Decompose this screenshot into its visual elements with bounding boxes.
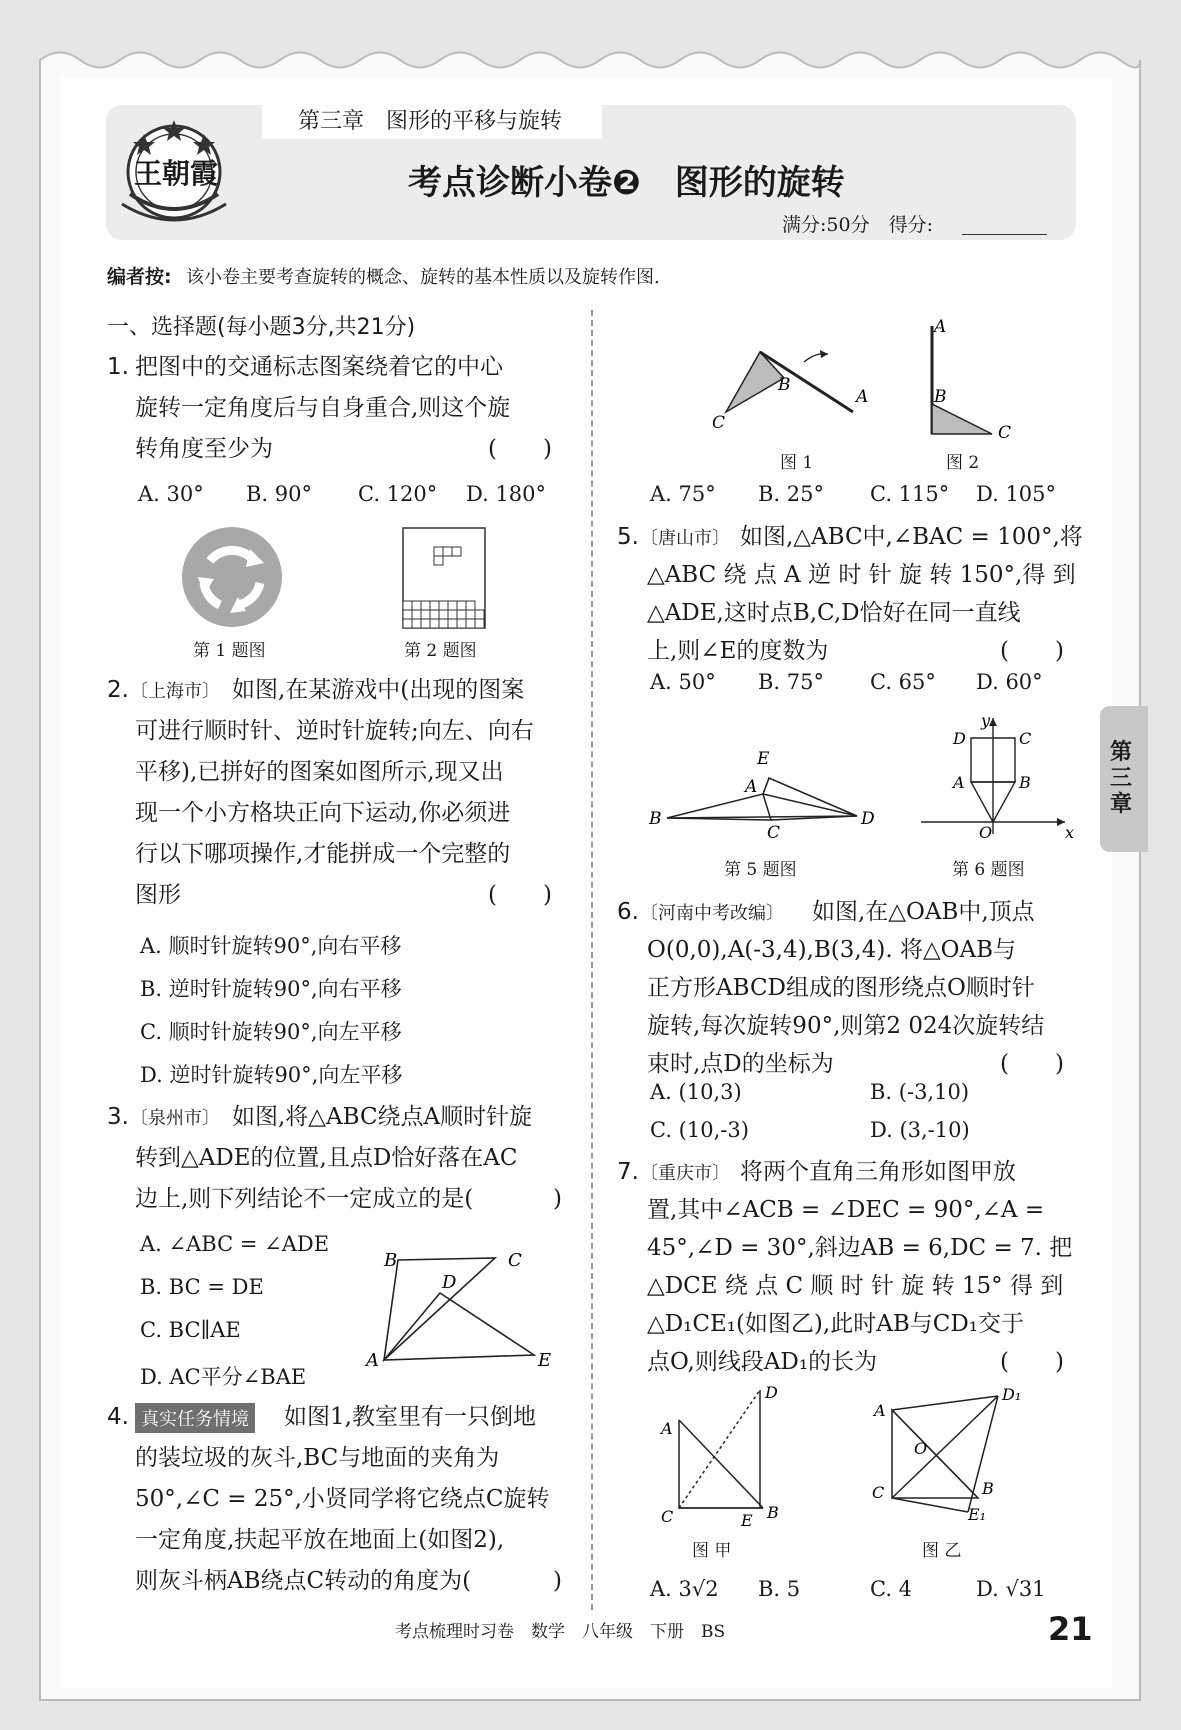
q1-option-b[interactable]: B. 90° (246, 482, 313, 506)
q1-number: 1. (107, 354, 129, 380)
svg-text:E: E (757, 749, 770, 769)
q4-fig1-caption: 图 1 (780, 453, 814, 473)
q7-line-2: 置,其中∠ACB = ∠DEC = 90°,∠A = (647, 1197, 1045, 1223)
svg-text:C: C (872, 1483, 885, 1502)
svg-text:x: x (1065, 823, 1075, 842)
q6-line-2: O(0,0),A(-3,4),B(3,4). 将△OAB与 (647, 937, 1017, 963)
q2-source: 〔上海市〕 (130, 681, 220, 702)
q7-option-a[interactable]: A. 3√2 (650, 1577, 719, 1601)
q3-option-a[interactable]: A. ∠ABC = ∠ADE (140, 1232, 330, 1256)
q3-triangle-figure (360, 1250, 560, 1380)
svg-text:B: B (778, 375, 791, 395)
q4-answer-paren[interactable]: ) (553, 1568, 562, 1594)
q1-line-3: 转角度至少为 (135, 436, 273, 462)
q2-option-c[interactable]: C. 顺时针旋转90°,向左平移 (140, 1020, 402, 1044)
q1-answer-paren[interactable]: ( ) (488, 436, 552, 462)
svg-text:B: B (649, 809, 662, 829)
q1-fig-caption: 第 1 题图 (193, 641, 266, 661)
q4-option-c[interactable]: C. 115° (870, 482, 950, 506)
svg-text:D₁: D₁ (1002, 1385, 1022, 1404)
q2-line-3: 平移),已拼好的图案如图所示,现又出 (135, 759, 504, 785)
q6-option-c[interactable]: C. (10,-3) (650, 1118, 749, 1142)
q3-line-2: 转到△ADE的位置,且点D恰好落在AC (135, 1145, 518, 1171)
q4-fig2-caption: 图 2 (946, 453, 980, 473)
q2-option-d[interactable]: D. 逆时针旋转90°,向左平移 (140, 1063, 403, 1087)
q5-line-3: △ADE,这时点B,C,D恰好在同一直线 (647, 600, 1021, 626)
svg-text:C: C (1019, 729, 1032, 748)
q5-line-4: 上,则∠E的度数为 (647, 638, 829, 664)
q6-source: 〔河南中考改编〕 (640, 903, 784, 924)
q2-line-2: 可进行顺时针、逆时针旋转;向左、向右 (135, 718, 534, 744)
q2-fig-caption: 第 2 题图 (404, 641, 477, 661)
logo-text: 王朝霞 (134, 157, 219, 190)
svg-text:A: A (366, 1350, 379, 1371)
page-title: 考点诊断小卷❷ 图形的旋转 (408, 163, 845, 203)
svg-text:C: C (661, 1507, 674, 1526)
q6-option-a[interactable]: A. (10,3) (650, 1080, 742, 1104)
q5-fig-caption: 第 5 题图 (724, 860, 797, 880)
q4-option-a[interactable]: A. 75° (650, 482, 716, 506)
q2-line-4: 现一个小方格块正向下运动,你必须进 (135, 800, 511, 826)
q4-line-4: 一定角度,扶起平放在地面上(如图2), (135, 1527, 505, 1553)
q7-fig-jia-caption: 图 甲 (692, 1541, 732, 1561)
q5-line-2: △ABC 绕 点 A 逆 时 针 旋 转 150°,得 到 (647, 562, 1076, 588)
svg-text:A: A (856, 387, 869, 407)
svg-text:O: O (979, 823, 993, 842)
svg-text:B: B (934, 387, 947, 407)
svg-text:O: O (914, 1439, 928, 1458)
footer-text: 考点梳理时习卷 数学 八年级 下册 BS (395, 1622, 726, 1642)
q5-answer-paren[interactable]: ( ) (1000, 638, 1064, 664)
q7-source: 〔重庆市〕 (640, 1163, 730, 1184)
q7-line-4: △DCE 绕 点 C 顺 时 针 旋 转 15° 得 到 (647, 1273, 1064, 1299)
svg-text:D: D (953, 729, 966, 748)
q2-option-b[interactable]: B. 逆时针旋转90°,向右平移 (140, 977, 402, 1001)
q2-line-6: 图形 (135, 882, 181, 908)
q4-tag: 真实任务情境 (135, 1403, 255, 1433)
q5-option-b[interactable]: B. 75° (758, 670, 825, 694)
svg-text:E: E (538, 1350, 552, 1371)
q6-figure (915, 712, 1080, 842)
q7-option-b[interactable]: B. 5 (758, 1577, 801, 1601)
section-title: 一、选择题(每小题3分,共21分) (107, 315, 416, 340)
score-text: 满分:50分 得分: (782, 214, 933, 236)
q3-option-c[interactable]: C. BC∥AE (140, 1318, 241, 1342)
svg-text:A: A (953, 773, 965, 792)
editor-note-label: 编者按: (107, 266, 172, 288)
q7-line-3: 45°,∠D = 30°,斜边AB = 6,DC = 7. 把 (647, 1235, 1073, 1261)
q6-line-5: 束时,点D的坐标为 (647, 1051, 834, 1077)
q4-line-2: 的装垃圾的灰斗,BC与地面的夹角为 (135, 1445, 500, 1471)
q6-answer-paren[interactable]: ( ) (1000, 1051, 1064, 1077)
svg-text:B: B (767, 1503, 779, 1522)
q7-line-1: 将两个直角三角形如图甲放 (740, 1159, 1016, 1185)
editor-note-text: 该小卷主要考查旋转的概念、旋转的基本性质以及旋转作图. (186, 267, 660, 288)
svg-text:B: B (384, 1250, 398, 1271)
q1-line-1: 把图中的交通标志图案绕着它的中心 (135, 354, 503, 380)
svg-text:D: D (861, 809, 875, 829)
q7-figure-yi (868, 1382, 1028, 1522)
q4-number: 4. (107, 1404, 129, 1430)
svg-text:C: C (767, 823, 781, 840)
q7-figure-jia (655, 1378, 800, 1528)
svg-text:y: y (981, 712, 991, 730)
q6-option-d[interactable]: D. (3,-10) (870, 1118, 970, 1142)
page-number: 21 (1048, 1610, 1093, 1648)
q2-line-5: 行以下哪项操作,才能拼成一个完整的 (135, 841, 511, 867)
q4-option-d[interactable]: D. 105° (976, 482, 1057, 506)
svg-text:A: A (745, 777, 758, 797)
q7-fig-yi-caption: 图 乙 (922, 1541, 962, 1561)
q3-line-1: 如图,将△ABC绕点A顺时针旋 (232, 1104, 533, 1130)
svg-text:E: E (741, 1511, 753, 1528)
q7-option-c[interactable]: C. 4 (870, 1577, 913, 1601)
q6-line-1: 如图,在△OAB中,顶点 (812, 899, 1035, 925)
q1-line-2: 旋转一定角度后与自身重合,则这个旋 (135, 395, 511, 421)
svg-text:C: C (998, 423, 1012, 443)
svg-text:E₁: E₁ (968, 1505, 987, 1522)
q3-line-3: 边上,则下列结论不一定成立的是( (135, 1186, 474, 1212)
q7-line-5: △D₁CE₁(如图乙),此时AB与CD₁交于 (647, 1311, 1024, 1337)
q4-option-b[interactable]: B. 25° (758, 482, 825, 506)
q1-traffic-sign-figure (180, 525, 284, 629)
score-blank (962, 234, 1047, 235)
q1-option-d[interactable]: D. 180° (466, 482, 547, 506)
svg-text:B: B (1019, 773, 1031, 792)
svg-text:A: A (661, 1419, 673, 1438)
q5-option-d[interactable]: D. 60° (976, 670, 1043, 694)
svg-text:A: A (874, 1401, 886, 1420)
svg-text:D: D (765, 1383, 778, 1402)
column-divider (591, 310, 593, 1610)
q4-line-1: 如图1,教室里有一只倒地 (284, 1404, 536, 1430)
q6-line-4: 旋转,每次旋转90°,则第2 024次旋转结 (647, 1013, 1045, 1039)
q1-option-a[interactable]: A. 30° (138, 482, 204, 506)
q3-option-b[interactable]: B. BC = DE (140, 1275, 264, 1299)
q2-number: 2. (107, 677, 129, 703)
svg-text:B: B (982, 1479, 994, 1498)
q3-number: 3. (107, 1104, 129, 1130)
q6-number: 6. (617, 899, 639, 925)
q7-option-d[interactable]: D. √31 (976, 1577, 1046, 1601)
q2-tetris-figure (402, 527, 486, 629)
q7-line-6: 点O,则线段AD₁的长为 (647, 1349, 878, 1375)
svg-text:C: C (712, 413, 726, 433)
q6-fig-caption: 第 6 题图 (952, 860, 1025, 880)
q2-line-1: 如图,在某游戏中(出现的图案 (232, 677, 525, 703)
q4-figure-2 (920, 312, 1020, 444)
q5-option-c[interactable]: C. 65° (870, 670, 936, 694)
q5-source: 〔唐山市〕 (640, 528, 730, 549)
chapter-side-tab-label: 第三章 (1110, 740, 1133, 817)
q2-option-a[interactable]: A. 顺时针旋转90°,向右平移 (140, 934, 402, 958)
q5-option-a[interactable]: A. 50° (650, 670, 716, 694)
q3-answer-paren[interactable]: ) (553, 1186, 562, 1212)
svg-text:D: D (442, 1272, 457, 1293)
q4-line-3: 50°,∠C = 25°,小贤同学将它绕点C旋转 (135, 1486, 550, 1512)
q3-source: 〔泉州市〕 (130, 1108, 220, 1129)
q5-line-1: 如图,△ABC中,∠BAC = 100°,将 (740, 524, 1083, 550)
q5-figure (645, 740, 885, 840)
q6-line-3: 正方形ABCD组成的图形绕点O顺时针 (647, 975, 1035, 1001)
chapter-title: 第三章 图形的平移与旋转 (298, 109, 563, 134)
q7-answer-paren[interactable]: ( ) (1000, 1349, 1064, 1375)
svg-text:C: C (508, 1250, 522, 1271)
q6-option-b[interactable]: B. (-3,10) (870, 1080, 970, 1104)
q4-figure-1 (700, 340, 880, 435)
q4-line-5: 则灰斗柄AB绕点C转动的角度为( (135, 1568, 472, 1594)
q7-number: 7. (617, 1159, 639, 1185)
q3-option-d[interactable]: D. AC平分∠BAE (140, 1365, 307, 1389)
q5-number: 5. (617, 524, 639, 550)
q2-answer-paren[interactable]: ( ) (488, 882, 552, 908)
svg-text:A: A (934, 317, 947, 337)
q1-option-c[interactable]: C. 120° (358, 482, 438, 506)
